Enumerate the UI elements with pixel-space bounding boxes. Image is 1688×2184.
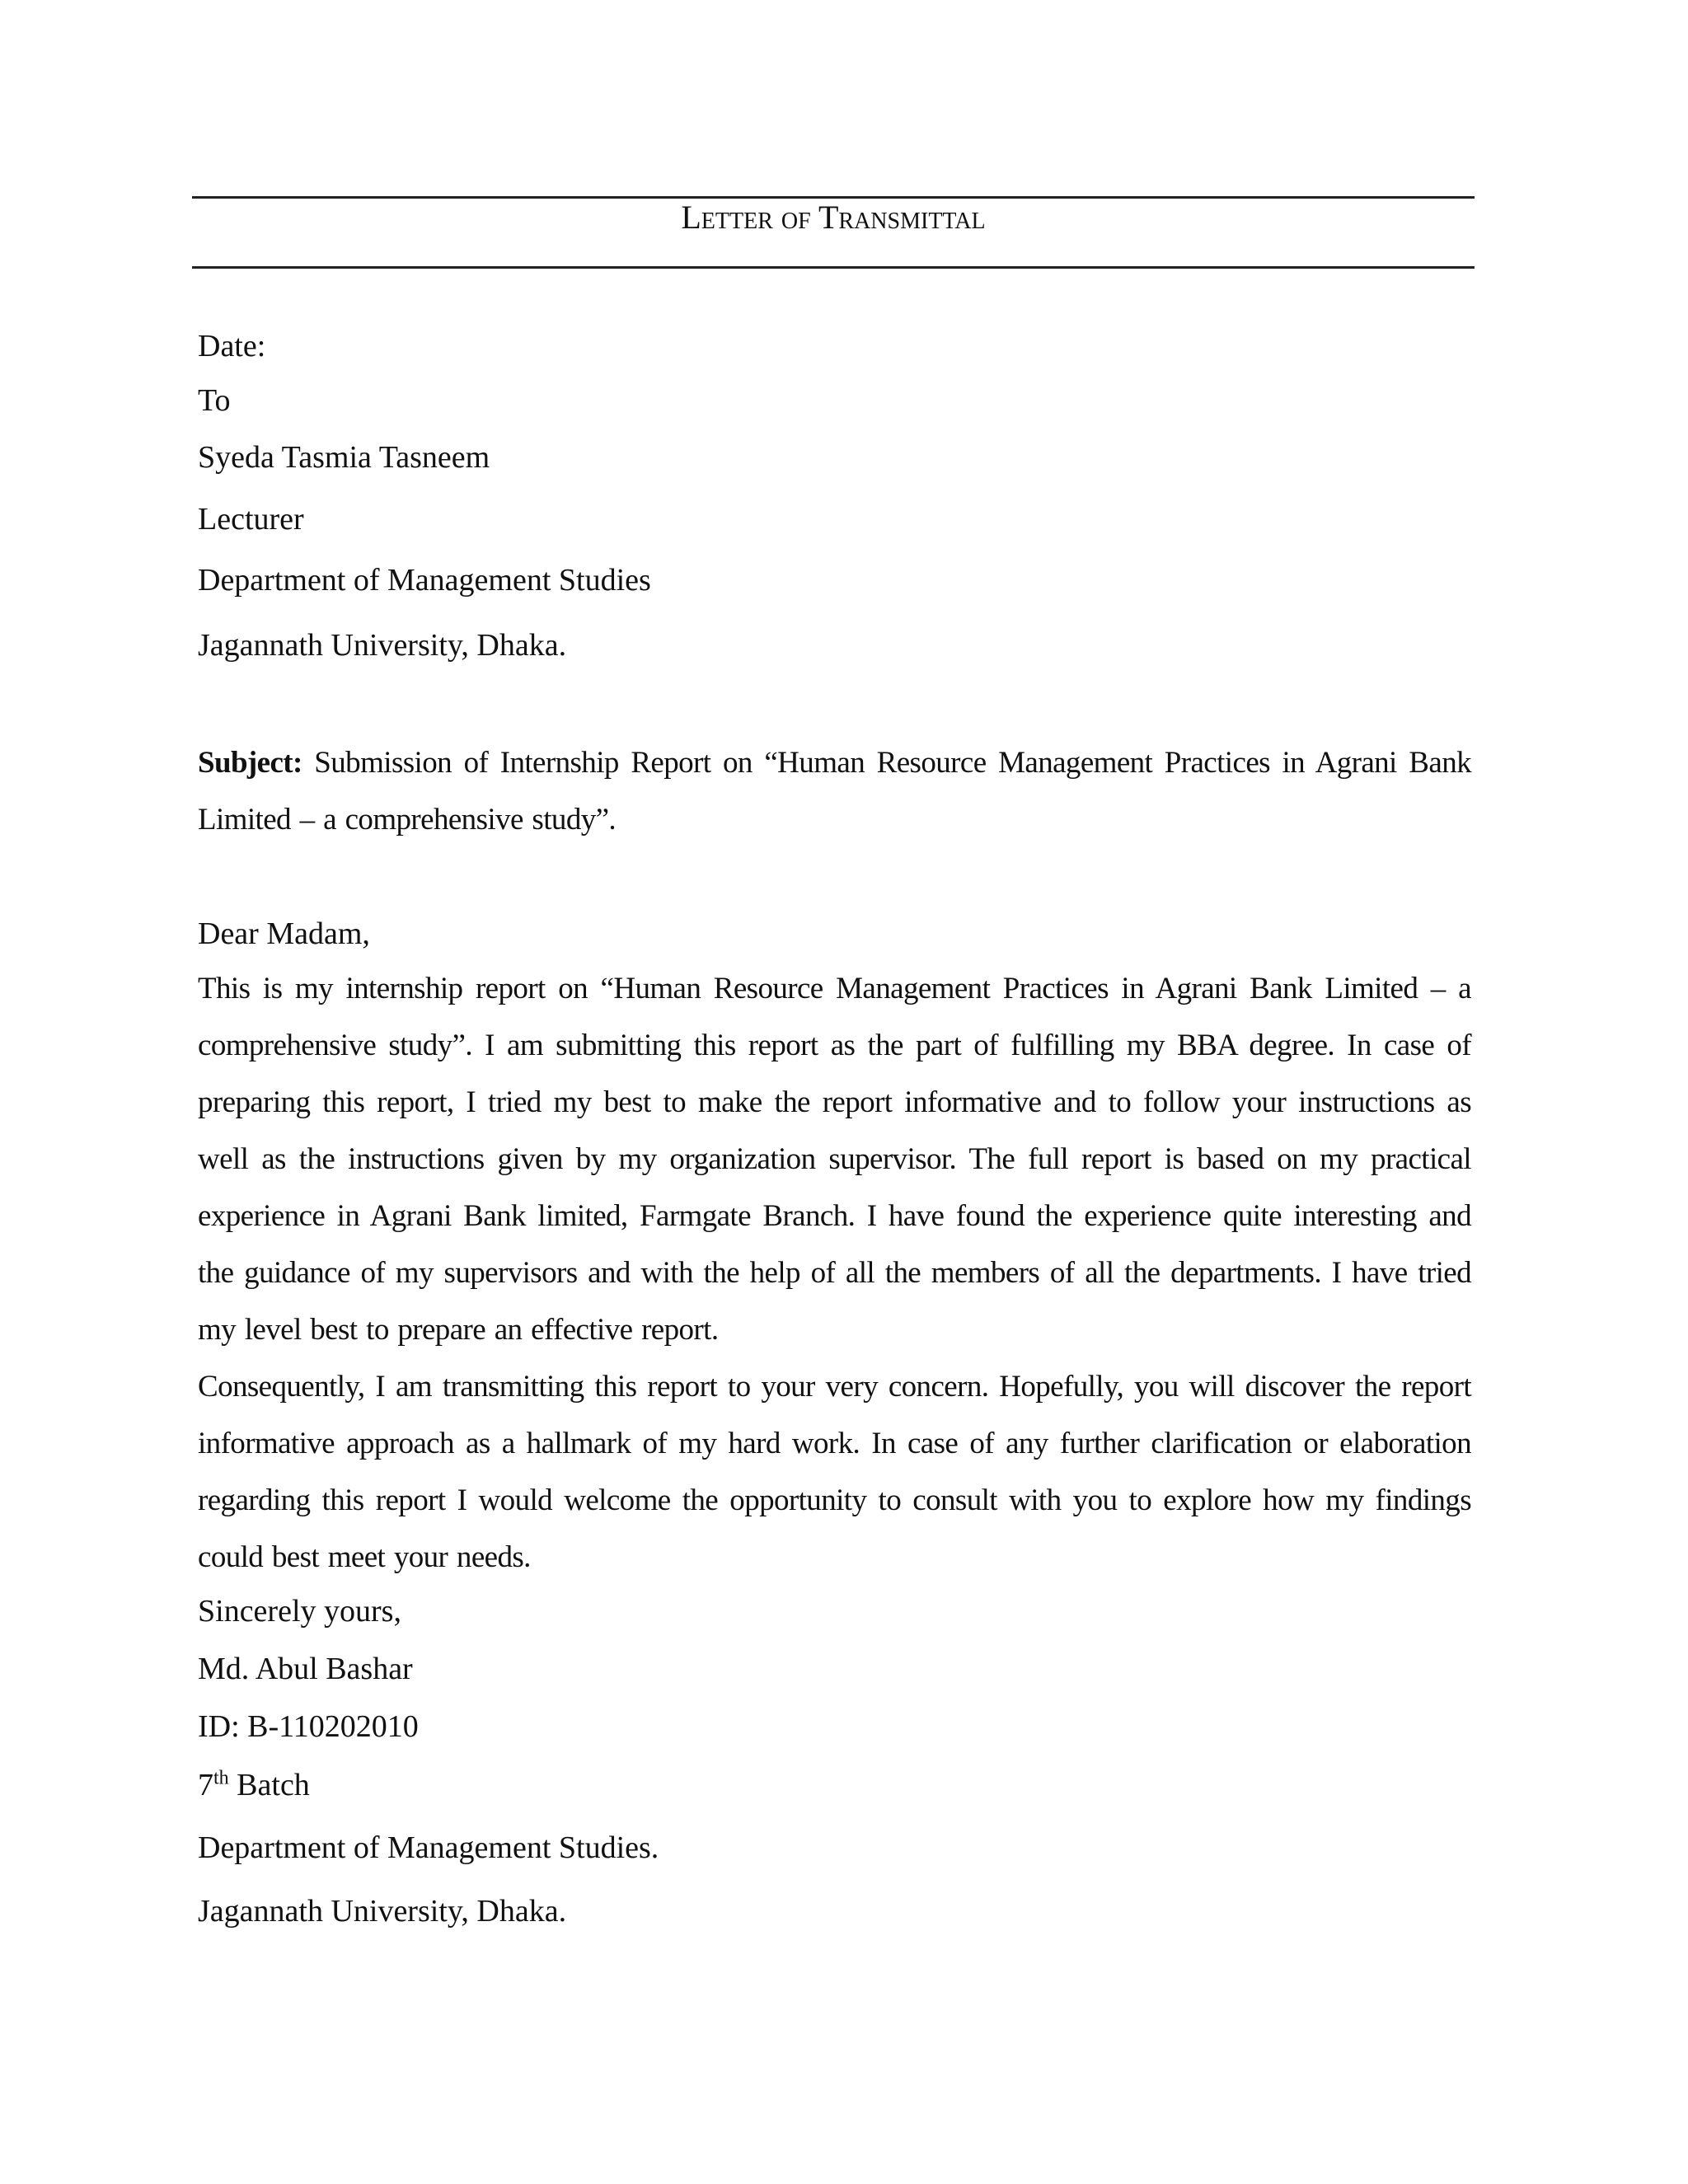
body-paragraph-2: Consequently, I am transmitting this report to your very concern. Hopefully, you will discover the report informative approach as a hallmark of my hard work. In case of any further clarification or elaboration regarding this report I would welcome the opportunity to consult with you to explore how my findings could best meet your needs. (198, 1370, 1471, 1574)
recipient-department: Department of Management Studies (198, 563, 651, 598)
sender-id: ID: B-110202010 (198, 1709, 419, 1744)
recipient-name: Syeda Tasmia Tasneem (198, 440, 490, 475)
subject-label: Subject: (198, 746, 302, 780)
subject-line (198, 734, 1471, 848)
sender-department: Department of Management Studies. (198, 1830, 659, 1865)
letter-title: Letter of Transmittal (681, 199, 986, 236)
sender-university: Jagannath University, Dhaka. (198, 1894, 567, 1929)
batch-suffix: th (213, 1767, 229, 1789)
batch-number: 7 (198, 1768, 213, 1802)
sender-batch (198, 1766, 310, 1804)
closing: Sincerely yours, (198, 1594, 401, 1629)
recipient-to: To (198, 383, 231, 418)
salutation: Dear Madam, (198, 916, 370, 951)
body-paragraph-1: This is my internship report on “Human Resource Management Practices in Agrani Bank Limited – a comprehensive study”. I am submitting this report as the part of fulfilling my BBA degree. In case of preparing this report, I tried my best to make the report informative and to follow your instructions as well as the instructions given by my organization supervisor. The full report is based on my practical experience in Agrani Bank limited, Farmgate Branch. I have found the experience quite interesting and the guidance of my supervisors and with the help of all the members of all the departments. I have tried my level best to prepare an effective report. (198, 972, 1471, 1347)
recipient-university: Jagannath University, Dhaka. (198, 628, 567, 663)
recipient-designation: Lecturer (198, 502, 304, 537)
subject-text: Submission of Internship Report on “Human Resource Management Practices in Agrani Bank Limited – a comprehensive study”. (198, 746, 1471, 837)
date-label: Date: (198, 329, 266, 363)
sender-name: Md. Abul Bashar (198, 1652, 413, 1686)
title-bottom-rule (192, 266, 1475, 269)
batch-word: Batch (228, 1768, 310, 1802)
